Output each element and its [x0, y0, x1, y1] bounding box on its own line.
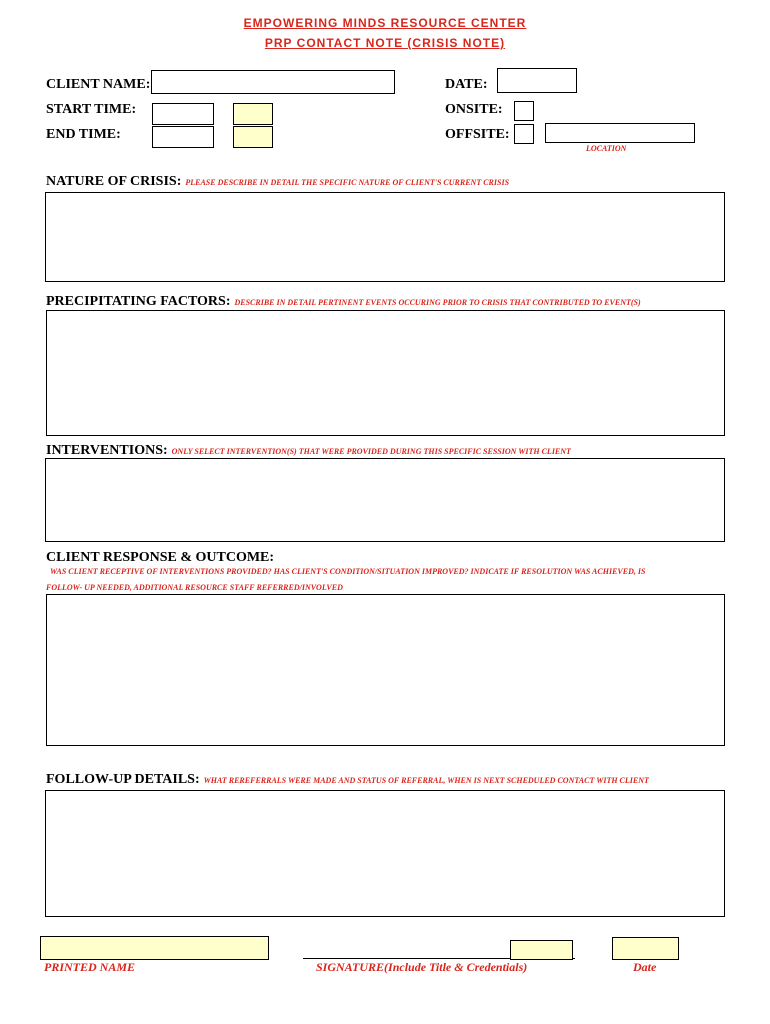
followup-text-area[interactable] — [45, 790, 725, 917]
precipitating-hint: DESCRIBE IN DETAIL PERTINENT EVENTS OCCURING PRIOR TO CRISIS THAT CONTRIBUTED TO EVENT(S) — [234, 298, 641, 307]
date-caption: Date — [633, 960, 657, 974]
precipitating-text-area[interactable] — [46, 310, 725, 436]
offsite-checkbox[interactable] — [514, 124, 534, 144]
followup-hint: WHAT REREFERRALS WERE MADE AND STATUS OF REFERRAL, WHEN IS NEXT SCHEDULED CONTACT WITH CLIENT — [203, 776, 649, 785]
date-field[interactable] — [497, 68, 577, 93]
followup-section-header — [46, 770, 649, 788]
signature-caption: SIGNATURE(Include Title & Credentials) — [316, 960, 528, 974]
start-time-label: START TIME: — [46, 102, 137, 117]
printed-name-caption: PRINTED NAME — [44, 960, 136, 974]
end-time-label: END TIME: — [46, 127, 121, 142]
precipitating-label: PRECIPITATING FACTORS: — [46, 294, 231, 309]
date-label: DATE: — [445, 77, 488, 92]
signature-date-field[interactable] — [612, 937, 679, 960]
response-text-area[interactable] — [46, 594, 725, 746]
response-hint-line1: WAS CLIENT RECEPTIVE OF INTERVENTIONS PROVIDED? HAS CLIENT'S CONDITION/SITUATION IMPROVED? INDICATE IF RESOLUTION WAS ACHIEVED, IS — [50, 567, 646, 576]
interventions-label: INTERVENTIONS: — [46, 443, 168, 458]
client-name-label: CLIENT NAME: — [46, 77, 151, 92]
end-time-ampm-field[interactable] — [233, 126, 273, 148]
response-hint-line2: FOLLOW- UP NEEDED, ADDITIONAL RESOURCE STAFF REFERRED/INVOLVED — [46, 583, 343, 592]
nature-text-area[interactable] — [45, 192, 725, 282]
followup-label: FOLLOW-UP DETAILS: — [46, 772, 200, 787]
printed-name-field[interactable] — [40, 936, 269, 960]
form-title-line1: EMPOWERING MINDS RESOURCE CENTER — [243, 16, 527, 30]
nature-section-header — [46, 172, 509, 190]
onsite-label: ONSITE: — [445, 102, 503, 117]
interventions-hint: ONLY SELECT INTERVENTION(S) THAT WERE PROVIDED DURING THIS SPECIFIC SESSION WITH CLIENT — [171, 447, 571, 456]
start-time-ampm-field[interactable] — [233, 103, 273, 125]
onsite-checkbox[interactable] — [514, 101, 534, 121]
form-title-line2: PRP CONTACT NOTE (CRISIS NOTE) — [264, 36, 506, 50]
interventions-section-header — [46, 441, 571, 459]
client-name-field[interactable] — [151, 70, 395, 94]
precipitating-section-header — [46, 292, 641, 310]
end-time-field[interactable] — [152, 126, 214, 148]
nature-hint: PLEASE DESCRIBE IN DETAIL THE SPECIFIC NATURE OF CLIENT'S CURRENT CRISIS — [185, 178, 510, 187]
response-label: CLIENT RESPONSE & OUTCOME: — [46, 550, 275, 565]
location-label: LOCATION — [586, 144, 627, 153]
offsite-label: OFFSITE: — [445, 127, 510, 142]
nature-label: NATURE OF CRISIS: — [46, 174, 182, 189]
signature-field[interactable] — [510, 940, 573, 960]
start-time-field[interactable] — [152, 103, 214, 125]
location-field[interactable] — [545, 123, 695, 143]
interventions-text-area[interactable] — [45, 458, 725, 542]
